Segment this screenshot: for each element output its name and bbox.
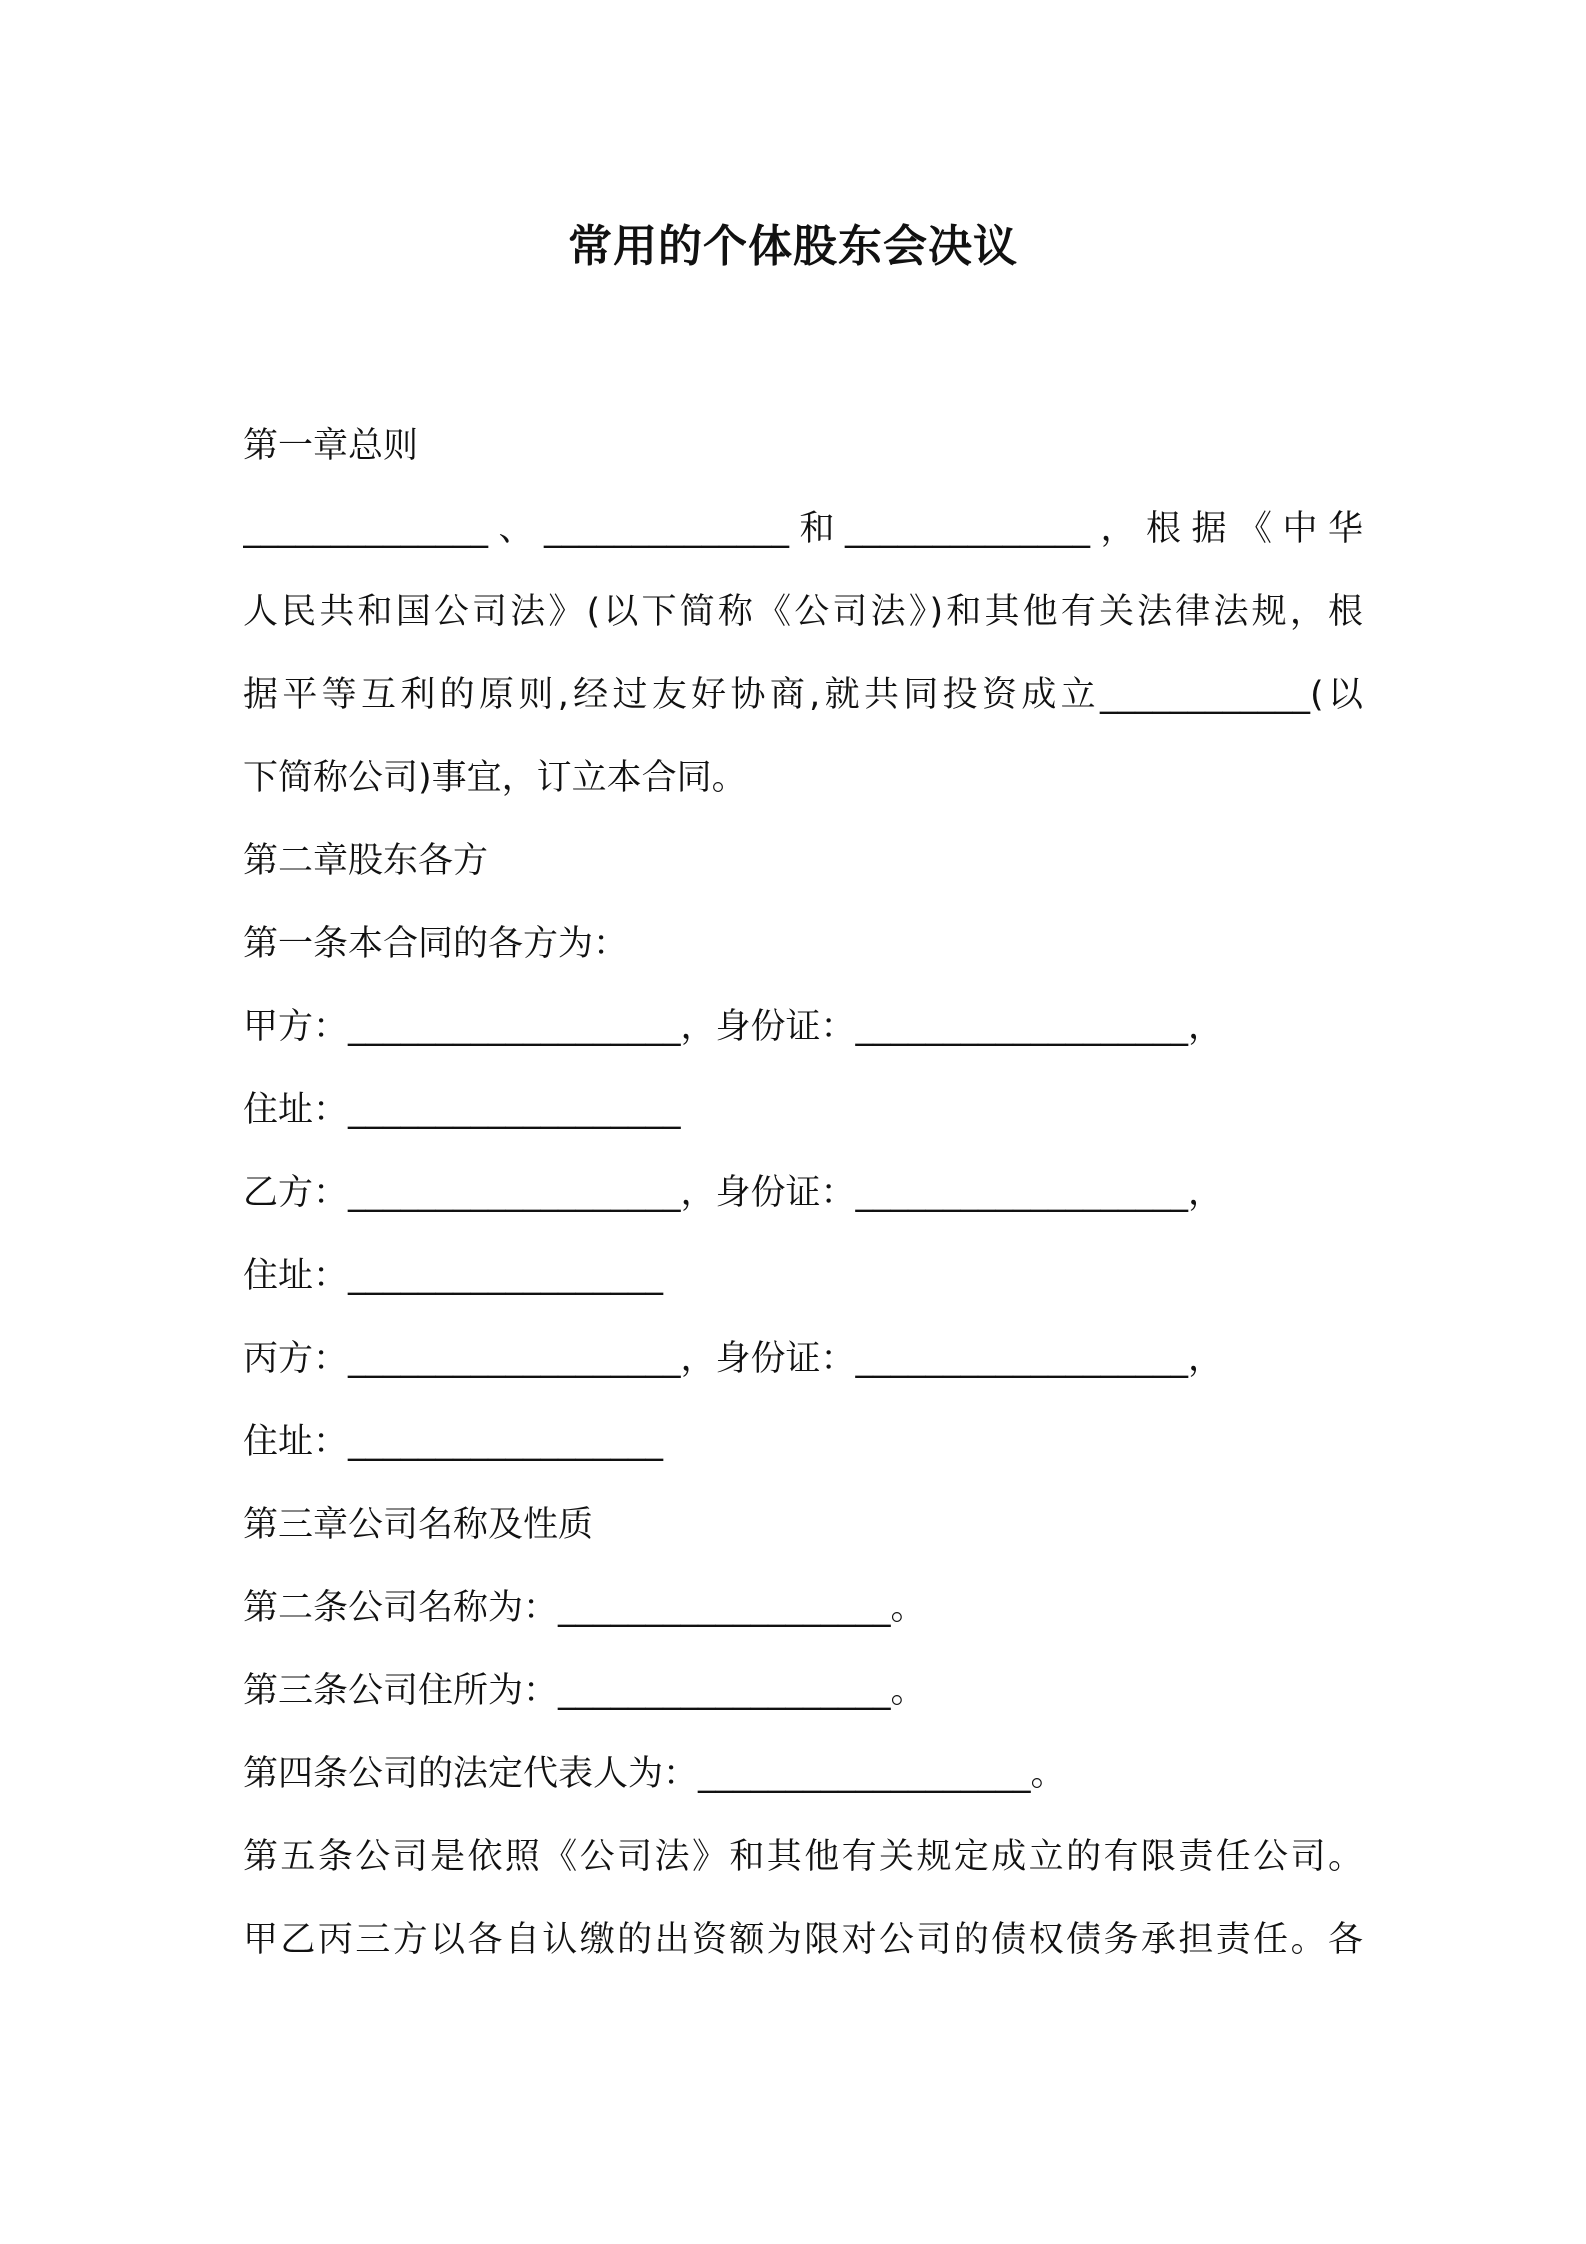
- party-a-line: 甲方：___________________，身份证：___________________，: [243, 1007, 1224, 1047]
- party-c-line: 丙方：___________________，身份证：___________________，: [243, 1339, 1224, 1379]
- document-title: 常用的个体股东会决议: [568, 221, 1018, 272]
- party-b-address: 住址：__________________: [243, 1256, 664, 1296]
- party-c-address: 住址：__________________: [243, 1422, 664, 1462]
- preamble-line-1: ______________、______________和______________，根据《中华: [243, 509, 1363, 549]
- party-b-line: 乙方：___________________，身份证：___________________，: [243, 1173, 1224, 1213]
- preamble-line-2: 人民共和国公司法》(以下简称《公司法》)和其他有关法律法规，根: [243, 592, 1363, 632]
- preamble-line-4: 下简称公司)事宜，订立本合同。: [243, 758, 747, 798]
- article-5-line-2: 甲乙丙三方以各自认缴的出资额为限对公司的债权债务承担责任。各: [243, 1920, 1363, 1960]
- chapter-3-heading: 第三章公司名称及性质: [243, 1505, 594, 1545]
- chapter-2-heading: 第二章股东各方: [243, 841, 489, 881]
- article-1: 第一条本合同的各方为：: [243, 924, 629, 964]
- preamble-line-3: 据平等互利的原则,经过友好协商,就共同投资成立____________(以: [243, 675, 1363, 715]
- chapter-1-heading: 第一章总则: [243, 426, 419, 466]
- document-body: [243, 405, 1363, 1982]
- article-2: 第二条公司名称为：___________________。: [243, 1588, 926, 1628]
- article-5-line-1: 第五条公司是依照《公司法》和其他有关规定成立的有限责任公司。: [243, 1837, 1363, 1877]
- article-3: 第三条公司住所为：___________________。: [243, 1671, 926, 1711]
- article-4: 第四条公司的法定代表人为：___________________。: [243, 1754, 1066, 1794]
- party-a-address: 住址：___________________: [243, 1090, 681, 1130]
